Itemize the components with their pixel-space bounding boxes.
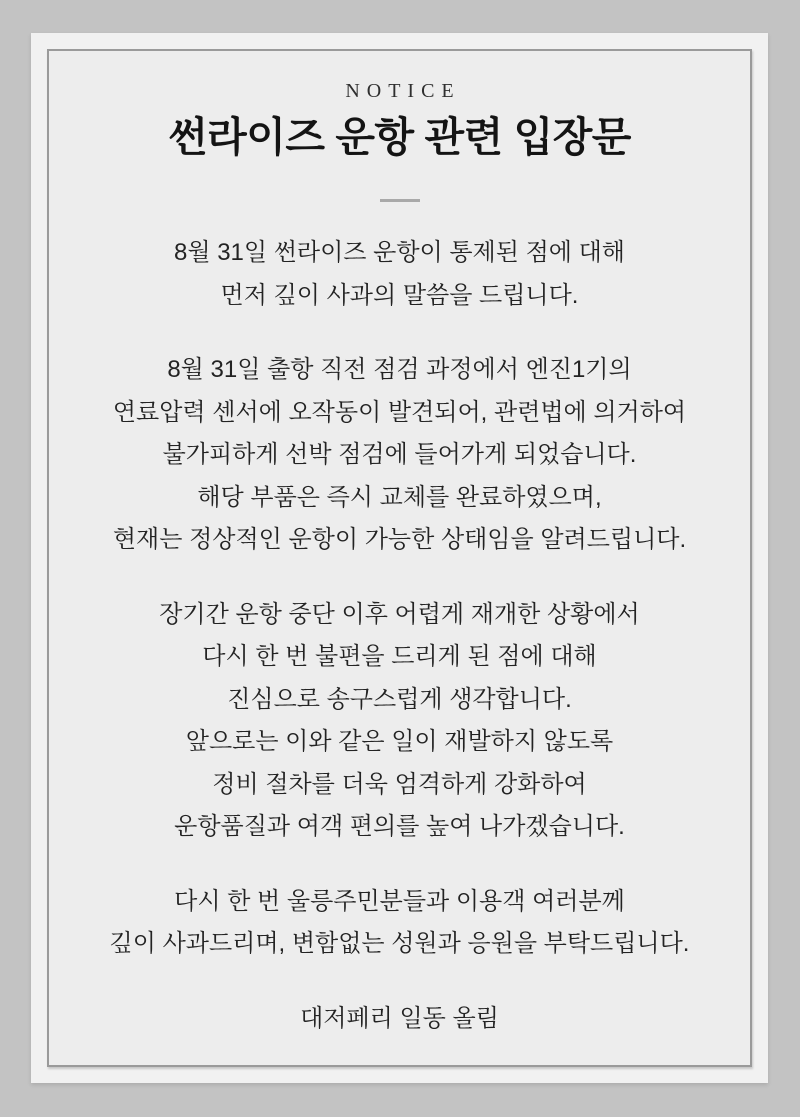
body-line: 다시 한 번 불편을 드리게 된 점에 대해 bbox=[202, 643, 597, 670]
body-line: 해당 부품은 즉시 교체를 완료하였으며, bbox=[197, 483, 602, 511]
page-title: 썬라이즈 운항 관련 입장문 bbox=[168, 114, 631, 160]
body-line: 앞으로는 이와 같은 일이 재발하지 않도록 bbox=[185, 728, 614, 755]
body-line: 깊이 사과드리며, 변함없는 성원과 응원을 부탁드립니다. bbox=[109, 930, 690, 957]
body-line: 불가피하게 선박 점검에 들어가게 되었습니다. bbox=[162, 441, 637, 468]
body-line: 현재는 정상적인 운항이 가능한 상태임을 알려드립니다. bbox=[112, 526, 687, 553]
body-line: 정비 절차를 더욱 엄격하게 강화하여 bbox=[212, 770, 587, 798]
body-line: 진심으로 송구스럽게 생각합니다. bbox=[227, 685, 572, 713]
body-line: 운항품질과 여객 편의를 높여 나가겠습니다. bbox=[174, 813, 625, 840]
signature: 대저페리 일동 올림 bbox=[300, 1004, 499, 1032]
body-line: 다시 한 번 울릉주민분들과 이용객 여러분께 bbox=[174, 887, 625, 915]
body-paragraph bbox=[49, 349, 750, 562]
notice-eyebrow: NOTICE bbox=[345, 80, 461, 102]
notice-card bbox=[31, 33, 768, 1083]
body-paragraph bbox=[49, 594, 750, 849]
body-line: 8월 31일 썬라이즈 운항이 통제된 점에 대해 bbox=[174, 239, 625, 266]
notice-body bbox=[49, 232, 750, 966]
body-paragraph bbox=[49, 881, 750, 966]
body-line: 장기간 운항 중단 이후 어렵게 재개한 상황에서 bbox=[159, 600, 640, 628]
body-line: 연료압력 센서에 오작동이 발견되어, 관련법에 의거하여 bbox=[112, 398, 687, 426]
body-line: 먼저 깊이 사과의 말씀을 드립니다. bbox=[220, 281, 579, 309]
body-paragraph bbox=[49, 232, 750, 317]
title-divider bbox=[380, 199, 420, 202]
notice-frame bbox=[47, 49, 752, 1067]
body-line: 8월 31일 출항 직전 점검 과정에서 엔진1기의 bbox=[167, 356, 632, 383]
